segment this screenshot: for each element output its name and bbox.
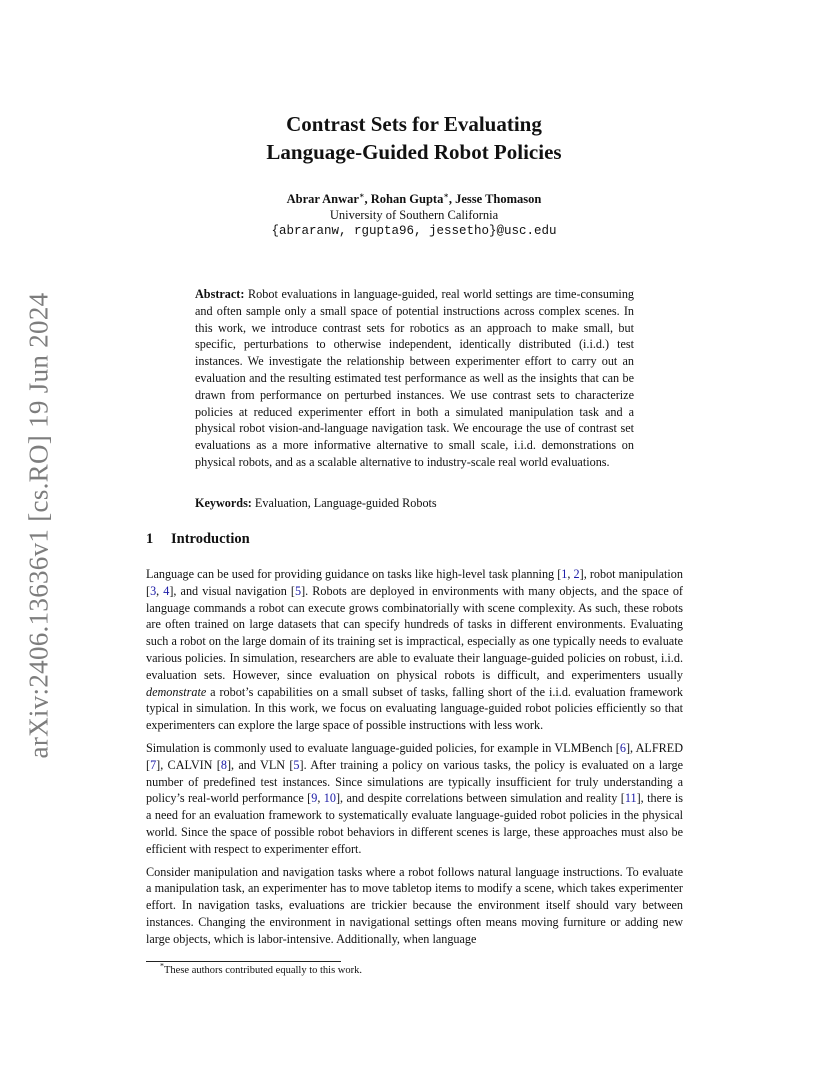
author-2: Rohan Gupta [370, 192, 444, 206]
paragraph-2: Simulation is commonly used to evaluate language-guided policies, for example in VLMBench [6], ALFRED [7], CALVIN [8], and VLN [5]. After training a policy on various tasks, the policy is evaluated on a large number of predefined test instances. Since simulations are typically insufficient for truly understanding a policy’s real-world performance [9, 10], and despite correlations between simulation and reality [11], there is a need for an evaluation framework to systematically evaluate language-guided robot policies in the physical world. Since the space of possible robot behaviors in different scenes is large, these approaches must also be efficient with respect to experimenter effort. [146, 740, 684, 856]
citation-link[interactable]: 4 [163, 583, 170, 598]
paragraph-1: Language can be used for providing guidance on tasks like high-level task planning [1, 2], robot manipulation [3, 4], and visual navigation [5]. Robots are deployed in environments with many objects, and the space of language commands a robot can execute grows combinatorially with scene complexity. As such, these robots are often trained on large datasets that can specify hundreds of tasks in different environments. Evaluating such a robot on the large domain of its training set is impractical, especially as one typically needs to evaluate various policies. In simulation, researchers are able to evaluate their language-guided policies on robust, i.i.d. evaluation sets. However, since evaluation on physical robots is difficult, and experimenters usually demonstrate a robot’s capabilities on a small subset of tasks, falling short of the i.i.d. evaluation framework typical in simulation. In this work, we focus on evaluating language-guided robot policies efficiently so that experimenters can explore the large space of possible instructions with less work. [146, 567, 683, 733]
abstract-text: Robot evaluations in language-guided, real world settings are time-consuming and often sample only a small space of potential instructions across complex scenes. In this work, we introduce contrast sets for robotics as an approach to make small, but specific, perturbations to otherwise independent, identically distributed (i.i.d.) test instances. We investigate the relationship between experimenter effort to carry out an evaluation and the resulting estimated test performance as well as the insights that can be drawn from performance on perturbed instances. We use contrast sets to characterize policies at reduced experimenter effort in both a simulated manipulation task and a physical robot vision-and-language navigation task. We encourage the use of contrast set evaluations as a more informative alternative to small scale, i.i.d. demonstrations on physical robots, and as a scalable alternative to industry-scale real world evaluations. [195, 287, 635, 469]
title-line-1: Contrast Sets for Evaluating [286, 112, 542, 136]
section-title: Introduction [171, 531, 250, 547]
abstract-label: Abstract: [195, 287, 245, 301]
citation-link[interactable]: 11 [624, 791, 637, 806]
keywords-label: Keywords: [195, 496, 252, 510]
citation-link[interactable]: 1 [561, 567, 568, 581]
footnote-rule [146, 961, 341, 962]
author-block [0, 191, 828, 239]
introduction-body [146, 566, 683, 954]
citation-link[interactable]: 2 [573, 567, 580, 581]
affiliation: University of Southern California [329, 208, 499, 222]
footnote [160, 961, 362, 978]
citation-link[interactable]: 10 [323, 791, 336, 806]
author-1: Abrar Anwar [286, 192, 359, 206]
author-names: Abrar Anwar∗, Rohan Gupta∗, Jesse Thomason [286, 190, 542, 206]
citation-link[interactable]: 9 [311, 791, 318, 806]
keywords [195, 495, 634, 511]
footnote-text: These authors contributed equally to this work. [164, 965, 362, 976]
abstract [195, 286, 634, 471]
section-number: 1 [146, 531, 154, 547]
paper-title [0, 110, 828, 166]
section-heading [146, 531, 250, 548]
citation-link[interactable]: 5 [294, 583, 302, 598]
emphasis: demonstrate [146, 684, 207, 699]
citation-link[interactable]: 8 [220, 757, 227, 772]
title-line-2: Language-Guided Robot Policies [266, 140, 562, 164]
footnote-mark: * [160, 961, 164, 971]
author-3: Jesse Thomason [455, 192, 542, 206]
citation-link[interactable]: 6 [619, 740, 626, 755]
author-emails: {abraranw, rgupta96, jessetho}@usc.edu [271, 224, 557, 238]
arxiv-identifier: arXiv:2406.13636v1 [cs.RO] 19 Jun 2024 [23, 292, 54, 758]
keywords-text: Evaluation, Language-guided Robots [254, 496, 437, 510]
paragraph-3: Consider manipulation and navigation tasks where a robot follows natural language instructions. To evaluate a manipulation task, an experimenter has to move tabletop items to modify a scene, which takes experimenter effort. In navigation tasks, evaluations are trickier because the environment itself should vary between instances. Changing the environment in navigational settings often means moving furniture or adding new large objects, which is labor-intensive. Additionally, when language [146, 864, 683, 946]
equal-contribution-mark-2: ∗ [443, 190, 449, 200]
equal-contribution-mark-1: ∗ [358, 190, 365, 200]
arxiv-side-stamp [14, 290, 64, 760]
citation-link[interactable]: 7 [150, 757, 157, 772]
citation-link[interactable]: 5 [293, 757, 300, 772]
citation-link[interactable]: 3 [150, 583, 157, 598]
